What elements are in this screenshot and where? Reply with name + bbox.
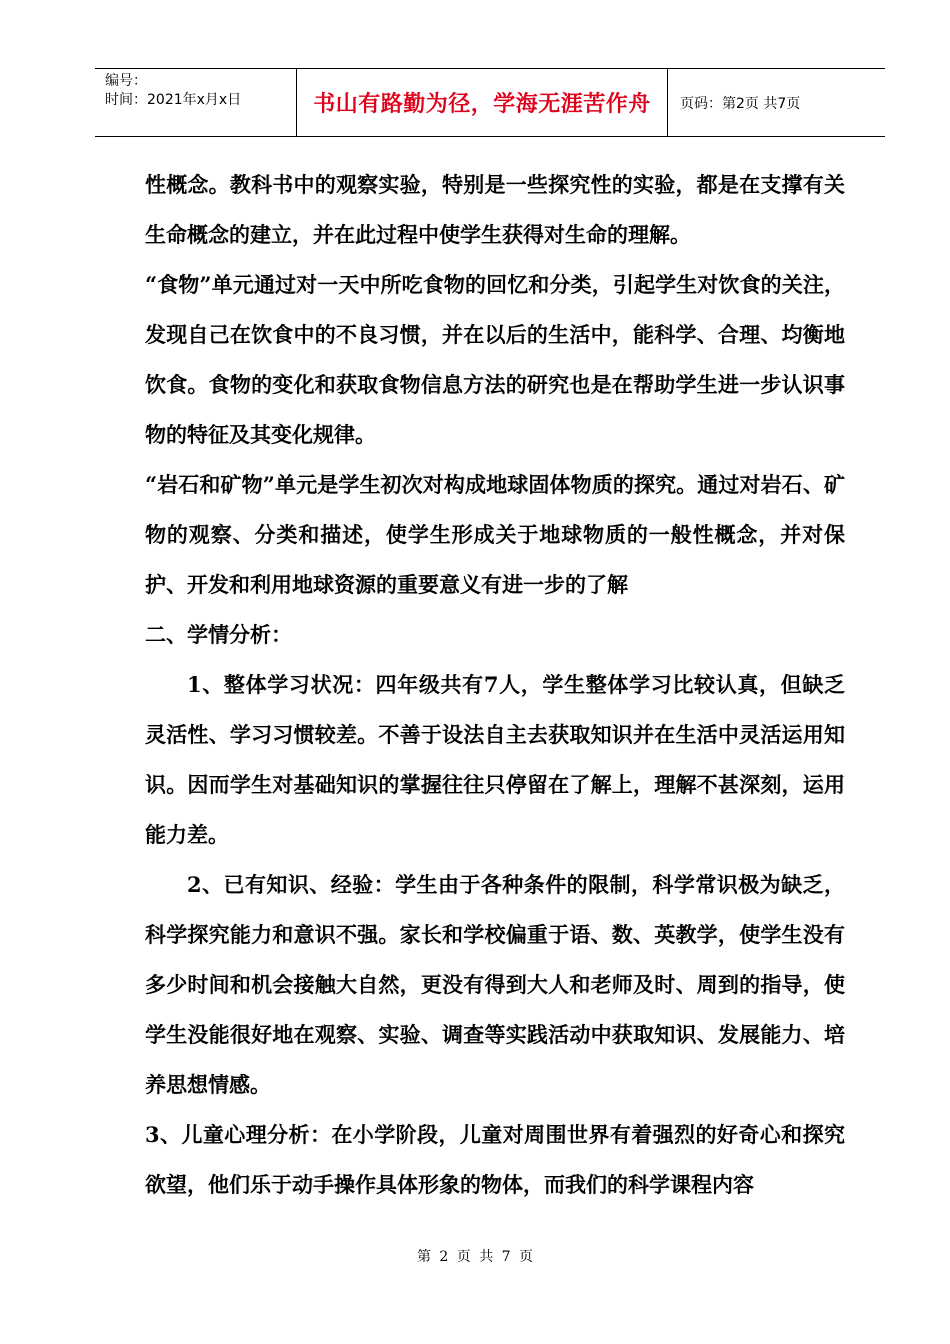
section-heading-student-analysis: 二、学情分析： xyxy=(145,622,292,647)
paragraph-life-concept: 性概念。教科书中的观察实验，特别是一些探究性的实验，都是在支撑有关生命概念的建立，并在此过程中使学生获得对生命的理解。 xyxy=(145,172,845,247)
header-page-info: 页码：第2页 共7页 xyxy=(680,96,801,112)
time-label: 时间：2021年x月x日 xyxy=(105,92,242,108)
header-meta-cell xyxy=(95,69,297,136)
paragraph-rock-unit: “岩石和矿物”单元是学生初次对构成地球固体物质的探究。通过对岩石、矿物的观察、分类和描述，使学生形成关于地球物质的一般性概念，并对保护、开发和利用地球资源的重要意义有进一步的了解 xyxy=(145,472,845,597)
paragraph-overall-status: 1、整体学习状况：四年级共有7人，学生整体学习比较认真，但缺乏灵活性、学习习惯较差。不善于设法自主去获取知识并在生活中灵活运用知识。因而学生对基础知识的掌握往往只停留在了解上，理解不甚深刻，运用能力差。 xyxy=(145,672,845,847)
motto-text: 书山有路勤为径，学海无涯苦作舟 xyxy=(313,91,651,117)
paragraph-prior-knowledge: 2、已有知识、经验：学生由于各种条件的限制，科学常识极为缺乏，科学探究能力和意识不强。家长和学校偏重于语、数、英教学，使学生没有多少时间和机会接触大自然，更没有得到大人和老师及时、周到的指导，使学生没能很好地在观察、实验、调查等实践活动中获取知识、发展能力、培养思想情感。 xyxy=(145,872,845,1097)
paragraph-child-psychology: 3、儿童心理分析：在小学阶段，儿童对周围世界有着强烈的好奇心和探究欲望，他们乐于动手操作具体形象的物体，而我们的科学课程内容 xyxy=(145,1122,845,1197)
number-label: 编号： xyxy=(105,73,147,89)
header-page-cell xyxy=(668,69,885,136)
page-header xyxy=(95,68,885,137)
paragraph-food-unit: “食物”单元通过对一天中所吃食物的回忆和分类，引起学生对饮食的关注，发现自己在饮食中的不良习惯，并在以后的生活中，能科学、合理、均衡地饮食。食物的变化和获取食物信息方法的研究也是在帮助学生进一步认识事物的特征及其变化规律。 xyxy=(145,272,845,447)
header-motto-cell xyxy=(297,69,668,136)
page-footer: 第 2 页 共 7 页 xyxy=(416,1249,534,1265)
document-body xyxy=(145,160,845,1210)
